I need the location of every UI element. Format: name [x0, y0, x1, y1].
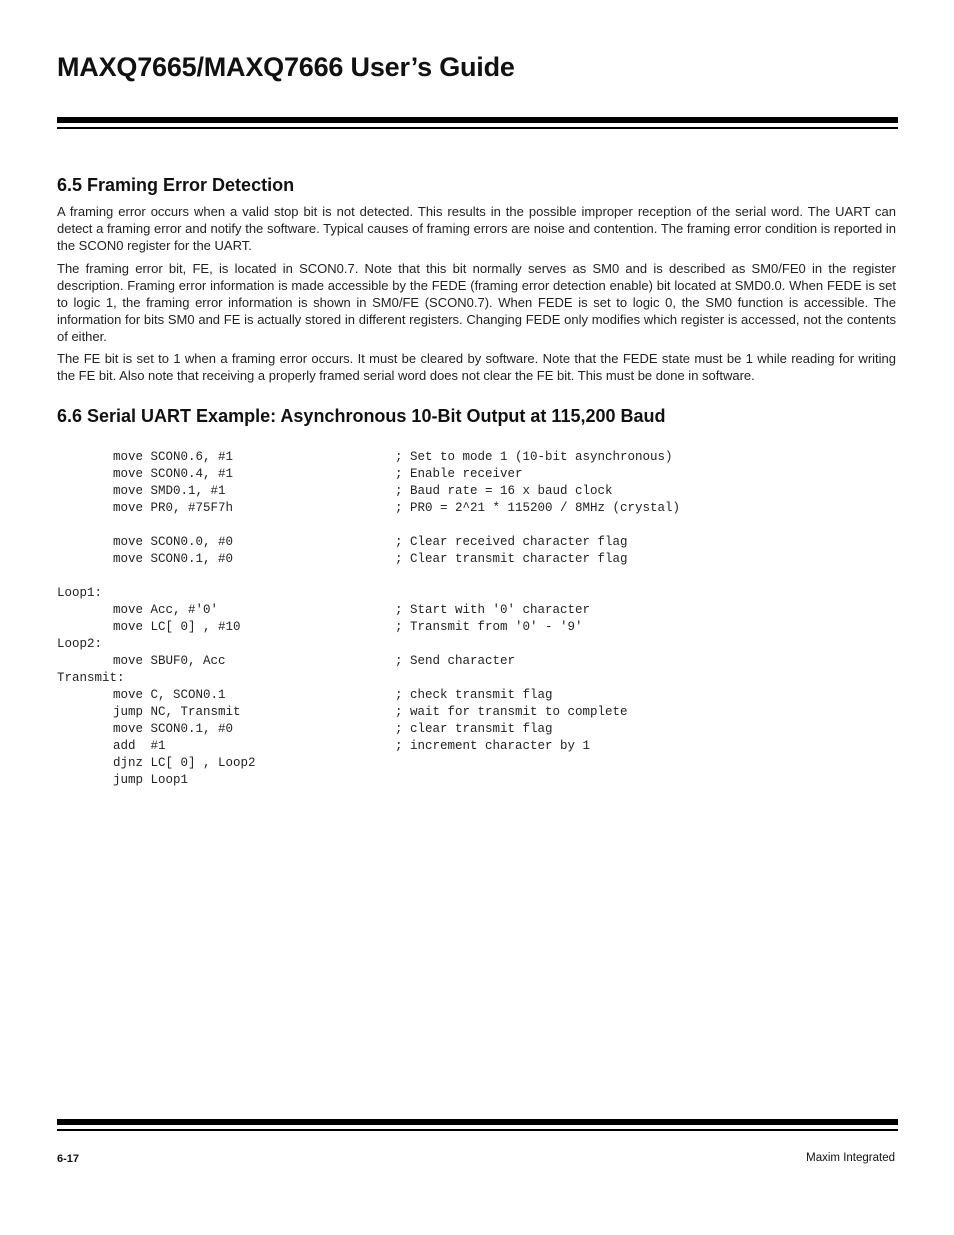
code-line [57, 466, 757, 483]
code-line [57, 500, 757, 517]
code-line [57, 670, 757, 687]
code-label: Loop2: [57, 637, 103, 651]
code-comment: ; Clear received character flag [395, 535, 628, 549]
code-instruction: move SMD0.1, #1 [113, 484, 226, 498]
footer-company-name: Maxim Integrated [806, 1152, 895, 1164]
code-instruction: move SCON0.0, #0 [113, 535, 234, 549]
code-comment: ; Send character [395, 654, 516, 668]
section-heading-6-5: 6.5 Framing Error Detection [57, 175, 295, 195]
code-line [57, 449, 757, 466]
code-comment: ; Enable receiver [395, 467, 523, 481]
code-instruction: move SCON0.1, #0 [113, 722, 234, 736]
header-rule-thick [57, 117, 898, 123]
code-instruction: add #1 [113, 739, 166, 753]
code-line [57, 602, 757, 619]
code-instruction: move LC[ 0] , #10 [113, 620, 241, 634]
code-line [57, 551, 757, 568]
code-instruction: move SCON0.6, #1 [113, 450, 234, 464]
code-line [57, 517, 757, 534]
footer-rule-thin [57, 1129, 898, 1131]
code-line [57, 534, 757, 551]
code-comment: ; Baud rate = 16 x baud clock [395, 484, 613, 498]
code-line [57, 619, 757, 636]
page-number: 6-17 [57, 1153, 80, 1165]
code-line [57, 772, 757, 789]
code-comment: ; Start with '0' character [395, 603, 591, 617]
code-line [57, 738, 757, 755]
code-line [57, 687, 757, 704]
code-line [57, 755, 757, 772]
code-line [57, 585, 757, 602]
code-instruction: jump NC, Transmit [113, 705, 241, 719]
code-instruction: djnz LC[ 0] , Loop2 [113, 756, 256, 770]
section-heading-6-6: 6.6 Serial UART Example: Asynchronous 10-Bit Output at 115,200 Baud [57, 406, 666, 426]
code-line [57, 704, 757, 721]
code-instruction: move SCON0.4, #1 [113, 467, 234, 481]
code-line [57, 721, 757, 738]
footer-rule-thick [57, 1119, 898, 1125]
code-instruction: move SCON0.1, #0 [113, 552, 234, 566]
code-instruction: move C, SCON0.1 [113, 688, 226, 702]
code-instruction: move SBUF0, Acc [113, 654, 226, 668]
code-instruction: jump Loop1 [113, 773, 189, 787]
code-line [57, 568, 757, 585]
code-instruction: move Acc, #'0' [113, 603, 219, 617]
code-comment: ; wait for transmit to complete [395, 705, 628, 719]
code-comment: ; clear transmit flag [395, 722, 553, 736]
code-listing [57, 449, 757, 789]
code-comment: ; Transmit from '0' - '9' [395, 620, 583, 634]
document-title: MAXQ7665/MAXQ7666 User’s Guide [57, 52, 515, 82]
code-comment: ; PR0 = 2^21 * 115200 / 8MHz (crystal) [395, 501, 681, 515]
code-line [57, 483, 757, 500]
paragraph-framing-error-bit: The framing error bit, FE, is located in SCON0.7. Note that this bit normally serves as SM0 and is described as SM0/FE0 in the register description. Framing error information is made accessible by the FEDE (framing error detection enable) bit located at SMD0.0. When FEDE is set to logic 1, the framing error information is shown in SM0/FE (SCON0.7). When FEDE is set to logic 0, the SM0 function is accessible. The information for bits SM0 and FE is actually stored in different registers. Changing FEDE only modifies which register is accessed, not the contents of either. [57, 261, 896, 344]
code-line [57, 653, 757, 670]
code-comment: ; Set to mode 1 (10-bit asynchronous) [395, 450, 673, 464]
code-comment: ; increment character by 1 [395, 739, 591, 753]
code-comment: ; Clear transmit character flag [395, 552, 628, 566]
code-line [57, 636, 757, 653]
code-instruction: move PR0, #75F7h [113, 501, 234, 515]
paragraph-framing-error-intro: A framing error occurs when a valid stop bit is not detected. This results in the possible improper reception of the serial word. The UART can detect a framing error and notify the software. Typical causes of framing errors are noise and contention. The framing error condition is reported in the SCON0 register for the UART. [57, 204, 896, 253]
code-comment: ; check transmit flag [395, 688, 553, 702]
paragraph-fe-bit-clear: The FE bit is set to 1 when a framing error occurs. It must be cleared by software. Note that the FEDE state must be 1 while reading for writing the FE bit. Also note that receiving a properly framed serial word does not clear the FE bit. This must be done in software. [57, 351, 896, 383]
header-rule-thin [57, 127, 898, 129]
code-label: Transmit: [57, 671, 125, 685]
code-label: Loop1: [57, 586, 103, 600]
